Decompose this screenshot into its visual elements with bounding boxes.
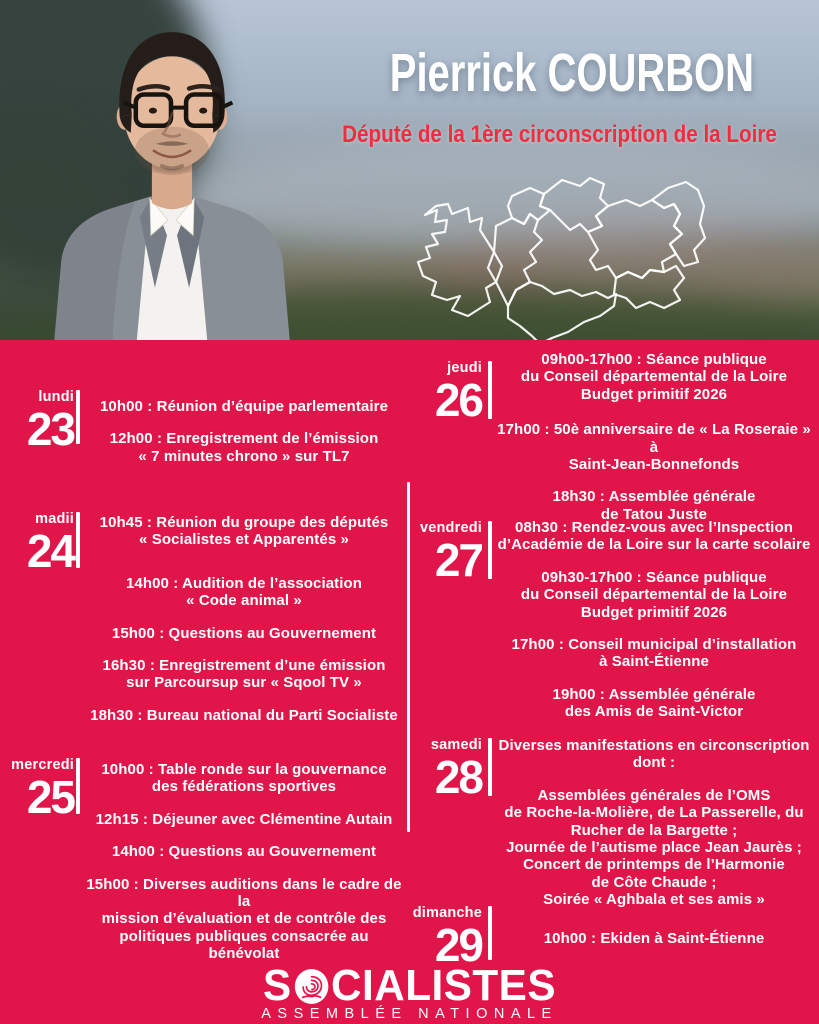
- day-events-list: [494, 737, 814, 924]
- event-text: [86, 430, 402, 465]
- socialistes-logo: [16, 961, 802, 1010]
- day-number: 29: [434, 918, 482, 971]
- event-line: « Socialistes et Apparentés »: [139, 531, 349, 549]
- event-text: [494, 569, 814, 621]
- event-line: 10h00 : Réunion d’équipe parlementaire: [99, 398, 389, 415]
- day-number: 28: [434, 750, 482, 803]
- deputy-name-title: Pierrick COURBON: [389, 43, 754, 103]
- event-line: 09h30-17h00 : Séance publique: [541, 568, 767, 586]
- logo-text-prefix: S: [263, 961, 292, 1010]
- day-events-list: [86, 761, 402, 978]
- event-text: [494, 930, 814, 947]
- day-header: [410, 520, 482, 586]
- event-line: 18h30 : Bureau national du Parti Socialiste: [90, 706, 398, 724]
- event-line: 12h00 : Enregistrement de l’émission: [109, 430, 379, 448]
- event-line: 14h00 : Questions au Gouvernement: [111, 843, 377, 861]
- day-name-label: samedi: [430, 737, 482, 753]
- event-text: [494, 519, 814, 554]
- day-number: 26: [434, 373, 482, 426]
- event-line: politiques publiques consacrée au bénévolat: [119, 927, 369, 963]
- event-line: 18h30 : Assemblée générale: [552, 488, 756, 506]
- event-line: 17h00 : 50è anniversaire de « La Roseraie » à: [497, 421, 811, 456]
- day-separator-bar: [488, 906, 492, 960]
- event-text: [86, 514, 402, 549]
- event-text: [494, 421, 814, 473]
- event-line: 12h15 : Déjeuner avec Clémentine Autain: [95, 810, 393, 828]
- event-line: Journée de l’autisme place Jean Jaurès ;: [506, 838, 802, 856]
- day-number: 23: [26, 402, 74, 455]
- event-line: 09h00-17h00 : Séance publique: [541, 351, 767, 368]
- event-line: Assemblées générales de l’OMS: [537, 786, 771, 804]
- day-number: 24: [26, 524, 74, 577]
- event-line: 10h00 : Ekiden à Saint-Étienne: [543, 930, 765, 947]
- event-line: 10h45 : Réunion du groupe des députés: [99, 514, 389, 531]
- logo-text-suffix: CIALISTES: [331, 961, 556, 1010]
- event-text: [86, 707, 402, 724]
- day-header: [410, 360, 482, 426]
- day-separator-bar: [76, 758, 80, 814]
- event-text: [494, 636, 814, 671]
- event-text: [86, 876, 402, 963]
- event-line: « Code animal »: [186, 592, 302, 610]
- event-text: [86, 811, 402, 828]
- event-text: [86, 398, 402, 415]
- constituency-map-outline: [412, 166, 712, 340]
- event-line: mission d’évaluation et de contrôle des: [101, 910, 387, 928]
- day-events-list: [86, 514, 402, 739]
- event-line: de Roche-la-Molière, de La Passerelle, du: [504, 804, 804, 822]
- event-line: des Amis de Saint-Victor: [564, 703, 744, 721]
- day-separator-bar: [488, 361, 492, 419]
- day-name-label: madii: [35, 511, 74, 527]
- event-line: Budget primitif 2026: [580, 385, 728, 403]
- event-text: [494, 351, 814, 403]
- event-line: Soirée « Aghbala et ses amis »: [543, 891, 765, 909]
- event-text: [86, 575, 402, 610]
- event-line: dont :: [632, 754, 676, 772]
- deputy-subtitle: Député de la 1ère circonscription de la Loire: [342, 121, 777, 148]
- event-line: du Conseil départemental de la Loire: [520, 368, 788, 386]
- day-separator-bar: [76, 390, 80, 444]
- event-line: Concert de printemps de l’Harmonie: [523, 856, 785, 874]
- event-line: 16h30 : Enregistrement d’une émission: [102, 656, 386, 674]
- event-line: 19h00 : Assemblée générale: [552, 685, 756, 703]
- day-header: [2, 389, 74, 455]
- portrait-photo: [4, 4, 336, 340]
- event-line: du Conseil départemental de la Loire: [520, 586, 788, 604]
- event-text: [494, 737, 814, 772]
- event-line: Diverses manifestations en circonscription: [498, 737, 810, 754]
- event-line: 15h00 : Diverses auditions dans le cadre de la: [86, 875, 402, 910]
- event-text: [86, 761, 402, 796]
- day-name-label: dimanche: [412, 905, 482, 921]
- day-header: [410, 737, 482, 803]
- event-text: [494, 488, 814, 523]
- day-events-list: [494, 930, 814, 962]
- event-line: 08h30 : Rendez-vous avec l’Inspection: [515, 519, 793, 536]
- day-name-label: vendredi: [419, 520, 482, 536]
- day-events-list: [494, 519, 814, 736]
- event-line: 15h00 : Questions au Gouvernement: [111, 624, 377, 642]
- day-name-label: lundi: [38, 389, 74, 405]
- event-line: 17h00 : Conseil municipal d’installation: [511, 635, 797, 653]
- rose-icon: [294, 968, 330, 1005]
- event-line: « 7 minutes chrono » sur TL7: [138, 447, 350, 465]
- event-text: [86, 625, 402, 642]
- day-header: [2, 511, 74, 577]
- event-line: sur Parcoursup sur « Sqool TV »: [126, 674, 362, 692]
- day-events-list: [494, 351, 814, 538]
- day-number: 27: [434, 533, 482, 586]
- day-events-list: [86, 398, 402, 480]
- day-number: 25: [26, 770, 74, 823]
- event-text: [86, 657, 402, 692]
- event-line: Saint-Jean-Bonnefonds: [568, 455, 740, 473]
- day-separator-bar: [76, 512, 80, 568]
- event-line: à Saint-Étienne: [599, 653, 709, 671]
- assemblee-nationale-label: ASSEMBLÉE NATIONALE: [261, 1006, 558, 1022]
- day-separator-bar: [488, 738, 492, 796]
- event-text: [494, 787, 814, 909]
- event-line: de Tatou Juste: [600, 505, 708, 523]
- event-line: des fédérations sportives: [151, 778, 337, 796]
- day-separator-bar: [488, 521, 492, 579]
- event-line: 14h00 : Audition de l’association: [125, 574, 363, 592]
- event-line: d’Académie de la Loire sur la carte scolaire: [497, 536, 811, 554]
- event-line: Budget primitif 2026: [580, 603, 728, 621]
- day-name-label: mercredi: [11, 757, 74, 773]
- event-text: [86, 843, 402, 860]
- agenda-section: [0, 340, 819, 1024]
- day-header: [2, 757, 74, 823]
- event-text: [494, 686, 814, 721]
- event-line: de Côte Chaude ;: [591, 873, 717, 891]
- hero-photo-section: [0, 0, 819, 340]
- column-divider-line: [407, 482, 410, 832]
- event-line: 10h00 : Table ronde sur la gouvernance: [101, 761, 387, 778]
- event-line: Rucher de la Bargette ;: [570, 821, 738, 839]
- day-name-label: jeudi: [447, 360, 482, 376]
- day-header: [410, 905, 482, 971]
